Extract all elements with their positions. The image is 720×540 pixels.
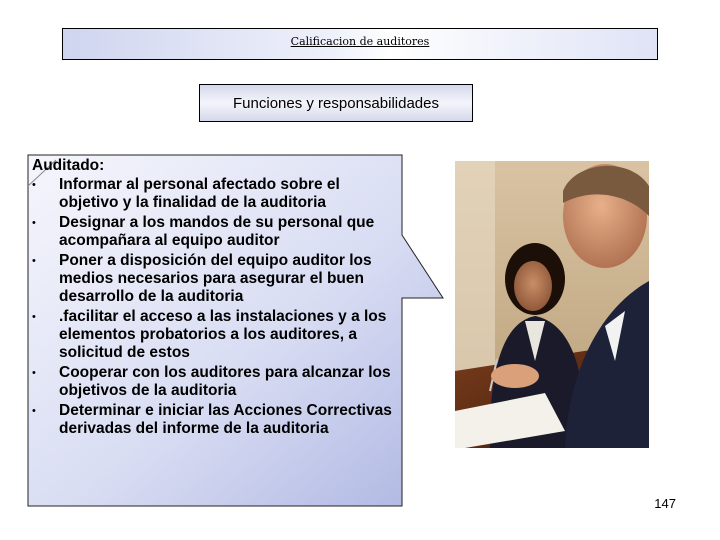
list-item (32, 176, 398, 212)
list-item-text: Designar a los mandos de su personal que acompañara al equipo auditor (59, 214, 375, 249)
list-item-text: Cooperar con los auditores para alcanzar los objetivos de la auditoria (59, 364, 391, 399)
slide-title: Calificacion de auditores (290, 35, 430, 48)
bullet-icon: • (32, 179, 36, 191)
list-item-text: Determinar e iniciar las Acciones Correctivas derivadas del informe de la auditoria (59, 402, 392, 437)
bullet-icon: • (32, 255, 36, 267)
subtitle-text: Funciones y responsabilidades (233, 95, 439, 112)
bullet-icon: • (32, 367, 36, 379)
subtitle-box (199, 84, 473, 122)
list-item-text: .facilitar el acceso a las instalaciones y a los elementos probatorios a los auditores, a solicitud de estos (59, 308, 387, 361)
list-item (32, 252, 398, 306)
bullet-icon: • (32, 217, 36, 229)
list-item-text: Poner a disposición del equipo auditor los medios necesarios para asegurar el buen desarrollo de la auditoria (59, 252, 372, 305)
slide-title-bar (62, 28, 658, 60)
callout-content (32, 157, 398, 440)
list-item (32, 308, 398, 362)
bullet-icon: • (32, 405, 36, 417)
business-meeting-photo (455, 161, 649, 448)
photo-illustration (455, 161, 649, 448)
callout-heading: Auditado: (32, 157, 105, 174)
responsibility-list (32, 176, 398, 438)
list-item (32, 364, 398, 400)
list-item-text: Informar al personal afectado sobre el objetivo y la finalidad de la auditoria (59, 176, 340, 211)
page-number: 147 (654, 496, 676, 511)
list-item (32, 402, 398, 438)
bullet-icon: • (32, 311, 36, 323)
list-item (32, 214, 398, 250)
